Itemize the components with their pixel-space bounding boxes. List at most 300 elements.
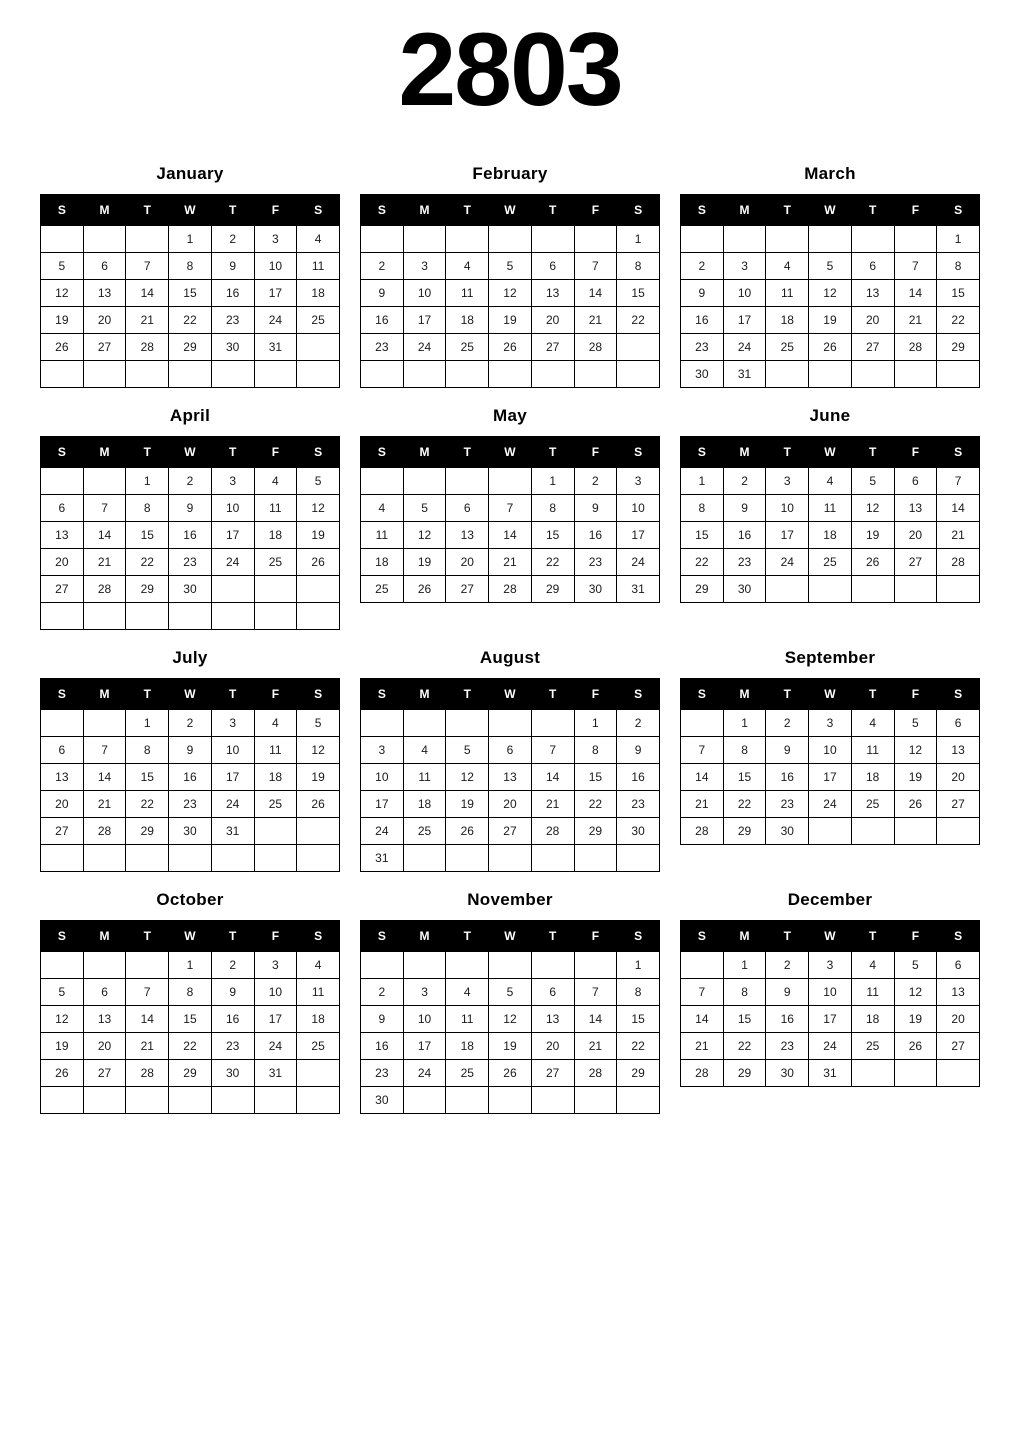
day-cell[interactable]: 14 (894, 280, 937, 307)
day-cell[interactable]: 14 (937, 495, 980, 522)
day-cell[interactable]: 27 (937, 1033, 980, 1060)
day-cell[interactable]: 9 (723, 495, 766, 522)
day-cell[interactable]: 31 (617, 576, 660, 603)
day-cell[interactable]: 5 (403, 495, 446, 522)
day-cell[interactable]: 24 (254, 1033, 297, 1060)
day-cell[interactable]: 18 (297, 1006, 340, 1033)
day-cell[interactable]: 31 (254, 334, 297, 361)
day-cell[interactable]: 30 (169, 576, 212, 603)
day-cell[interactable]: 1 (723, 710, 766, 737)
day-cell[interactable]: 8 (169, 979, 212, 1006)
day-cell[interactable]: 2 (169, 710, 212, 737)
day-cell[interactable]: 7 (126, 979, 169, 1006)
day-cell[interactable]: 14 (681, 1006, 724, 1033)
day-cell[interactable]: 23 (723, 549, 766, 576)
day-cell[interactable]: 23 (681, 334, 724, 361)
day-cell[interactable]: 1 (574, 710, 617, 737)
day-cell[interactable]: 8 (723, 979, 766, 1006)
day-cell[interactable]: 6 (531, 979, 574, 1006)
day-cell[interactable]: 6 (489, 737, 532, 764)
day-cell[interactable]: 22 (937, 307, 980, 334)
day-cell[interactable]: 1 (937, 226, 980, 253)
day-cell[interactable]: 3 (254, 952, 297, 979)
day-cell[interactable]: 16 (766, 764, 809, 791)
day-cell[interactable]: 30 (211, 1060, 254, 1087)
day-cell[interactable]: 7 (531, 737, 574, 764)
day-cell[interactable]: 9 (617, 737, 660, 764)
day-cell[interactable]: 12 (41, 280, 84, 307)
day-cell[interactable]: 21 (894, 307, 937, 334)
day-cell[interactable]: 10 (211, 737, 254, 764)
day-cell[interactable]: 14 (531, 764, 574, 791)
day-cell[interactable]: 7 (937, 468, 980, 495)
day-cell[interactable]: 17 (211, 764, 254, 791)
day-cell[interactable]: 2 (617, 710, 660, 737)
day-cell[interactable]: 4 (809, 468, 852, 495)
day-cell[interactable]: 22 (126, 791, 169, 818)
day-cell[interactable]: 19 (894, 764, 937, 791)
day-cell[interactable]: 23 (361, 334, 404, 361)
day-cell[interactable]: 17 (617, 522, 660, 549)
day-cell[interactable]: 30 (211, 334, 254, 361)
day-cell[interactable]: 22 (574, 791, 617, 818)
day-cell[interactable]: 30 (766, 818, 809, 845)
day-cell[interactable]: 26 (297, 791, 340, 818)
day-cell[interactable]: 29 (723, 1060, 766, 1087)
day-cell[interactable]: 28 (126, 334, 169, 361)
day-cell[interactable]: 6 (83, 253, 126, 280)
day-cell[interactable]: 18 (851, 764, 894, 791)
day-cell[interactable]: 19 (489, 1033, 532, 1060)
day-cell[interactable]: 19 (297, 522, 340, 549)
day-cell[interactable]: 19 (489, 307, 532, 334)
day-cell[interactable]: 2 (723, 468, 766, 495)
day-cell[interactable]: 3 (211, 468, 254, 495)
day-cell[interactable]: 21 (937, 522, 980, 549)
day-cell[interactable]: 15 (126, 522, 169, 549)
day-cell[interactable]: 17 (254, 1006, 297, 1033)
day-cell[interactable]: 25 (361, 576, 404, 603)
day-cell[interactable]: 30 (681, 361, 724, 388)
day-cell[interactable]: 21 (574, 307, 617, 334)
day-cell[interactable]: 9 (681, 280, 724, 307)
day-cell[interactable]: 1 (126, 468, 169, 495)
day-cell[interactable]: 15 (617, 1006, 660, 1033)
day-cell[interactable]: 4 (297, 226, 340, 253)
day-cell[interactable]: 21 (574, 1033, 617, 1060)
day-cell[interactable]: 25 (254, 791, 297, 818)
day-cell[interactable]: 20 (489, 791, 532, 818)
day-cell[interactable]: 25 (403, 818, 446, 845)
day-cell[interactable]: 12 (809, 280, 852, 307)
day-cell[interactable]: 6 (41, 737, 84, 764)
day-cell[interactable]: 5 (41, 979, 84, 1006)
day-cell[interactable]: 31 (211, 818, 254, 845)
day-cell[interactable]: 15 (681, 522, 724, 549)
day-cell[interactable]: 12 (489, 1006, 532, 1033)
day-cell[interactable]: 21 (531, 791, 574, 818)
day-cell[interactable]: 16 (169, 764, 212, 791)
day-cell[interactable]: 23 (766, 791, 809, 818)
day-cell[interactable]: 18 (254, 522, 297, 549)
day-cell[interactable]: 14 (489, 522, 532, 549)
day-cell[interactable]: 10 (403, 280, 446, 307)
day-cell[interactable]: 24 (809, 791, 852, 818)
day-cell[interactable]: 21 (489, 549, 532, 576)
day-cell[interactable]: 31 (361, 845, 404, 872)
day-cell[interactable]: 13 (83, 1006, 126, 1033)
day-cell[interactable]: 12 (489, 280, 532, 307)
day-cell[interactable]: 4 (297, 952, 340, 979)
day-cell[interactable]: 3 (254, 226, 297, 253)
day-cell[interactable]: 9 (574, 495, 617, 522)
day-cell[interactable]: 22 (681, 549, 724, 576)
day-cell[interactable]: 13 (41, 522, 84, 549)
day-cell[interactable]: 23 (211, 1033, 254, 1060)
day-cell[interactable]: 26 (894, 791, 937, 818)
day-cell[interactable]: 25 (446, 334, 489, 361)
day-cell[interactable]: 22 (169, 1033, 212, 1060)
day-cell[interactable]: 4 (446, 979, 489, 1006)
day-cell[interactable]: 6 (937, 710, 980, 737)
day-cell[interactable]: 29 (169, 1060, 212, 1087)
day-cell[interactable]: 22 (723, 791, 766, 818)
day-cell[interactable]: 10 (211, 495, 254, 522)
day-cell[interactable]: 22 (617, 1033, 660, 1060)
day-cell[interactable]: 23 (211, 307, 254, 334)
day-cell[interactable]: 2 (574, 468, 617, 495)
day-cell[interactable]: 19 (894, 1006, 937, 1033)
day-cell[interactable]: 30 (766, 1060, 809, 1087)
day-cell[interactable]: 27 (41, 576, 84, 603)
day-cell[interactable]: 4 (851, 952, 894, 979)
day-cell[interactable]: 13 (41, 764, 84, 791)
day-cell[interactable]: 29 (617, 1060, 660, 1087)
day-cell[interactable]: 12 (297, 737, 340, 764)
day-cell[interactable]: 18 (297, 280, 340, 307)
day-cell[interactable]: 16 (361, 307, 404, 334)
day-cell[interactable]: 10 (766, 495, 809, 522)
day-cell[interactable]: 27 (851, 334, 894, 361)
day-cell[interactable]: 21 (83, 549, 126, 576)
day-cell[interactable]: 14 (574, 280, 617, 307)
day-cell[interactable]: 22 (531, 549, 574, 576)
day-cell[interactable]: 2 (766, 952, 809, 979)
day-cell[interactable]: 27 (937, 791, 980, 818)
day-cell[interactable]: 21 (83, 791, 126, 818)
day-cell[interactable]: 2 (211, 226, 254, 253)
day-cell[interactable]: 1 (723, 952, 766, 979)
day-cell[interactable]: 28 (894, 334, 937, 361)
day-cell[interactable]: 18 (851, 1006, 894, 1033)
day-cell[interactable]: 3 (361, 737, 404, 764)
day-cell[interactable]: 20 (83, 1033, 126, 1060)
day-cell[interactable]: 7 (574, 253, 617, 280)
day-cell[interactable]: 16 (766, 1006, 809, 1033)
day-cell[interactable]: 26 (809, 334, 852, 361)
day-cell[interactable]: 16 (723, 522, 766, 549)
day-cell[interactable]: 19 (297, 764, 340, 791)
day-cell[interactable]: 5 (489, 979, 532, 1006)
day-cell[interactable]: 8 (531, 495, 574, 522)
day-cell[interactable]: 2 (361, 253, 404, 280)
day-cell[interactable]: 28 (126, 1060, 169, 1087)
day-cell[interactable]: 3 (809, 952, 852, 979)
day-cell[interactable]: 8 (169, 253, 212, 280)
day-cell[interactable]: 9 (169, 737, 212, 764)
day-cell[interactable]: 11 (851, 737, 894, 764)
day-cell[interactable]: 8 (617, 253, 660, 280)
day-cell[interactable]: 26 (894, 1033, 937, 1060)
day-cell[interactable]: 27 (489, 818, 532, 845)
day-cell[interactable]: 11 (297, 979, 340, 1006)
day-cell[interactable]: 11 (809, 495, 852, 522)
day-cell[interactable]: 14 (83, 522, 126, 549)
day-cell[interactable]: 24 (403, 334, 446, 361)
day-cell[interactable]: 11 (446, 280, 489, 307)
day-cell[interactable]: 3 (617, 468, 660, 495)
day-cell[interactable]: 17 (211, 522, 254, 549)
day-cell[interactable]: 10 (809, 979, 852, 1006)
day-cell[interactable]: 12 (851, 495, 894, 522)
day-cell[interactable]: 14 (126, 1006, 169, 1033)
day-cell[interactable]: 22 (723, 1033, 766, 1060)
day-cell[interactable]: 28 (681, 818, 724, 845)
day-cell[interactable]: 27 (83, 334, 126, 361)
day-cell[interactable]: 4 (851, 710, 894, 737)
day-cell[interactable]: 8 (723, 737, 766, 764)
day-cell[interactable]: 17 (766, 522, 809, 549)
day-cell[interactable]: 28 (574, 1060, 617, 1087)
day-cell[interactable]: 21 (681, 1033, 724, 1060)
day-cell[interactable]: 25 (297, 307, 340, 334)
day-cell[interactable]: 7 (489, 495, 532, 522)
day-cell[interactable]: 1 (126, 710, 169, 737)
day-cell[interactable]: 5 (809, 253, 852, 280)
day-cell[interactable]: 18 (403, 791, 446, 818)
day-cell[interactable]: 27 (446, 576, 489, 603)
day-cell[interactable]: 29 (723, 818, 766, 845)
day-cell[interactable]: 15 (723, 764, 766, 791)
day-cell[interactable]: 20 (851, 307, 894, 334)
day-cell[interactable]: 25 (851, 791, 894, 818)
day-cell[interactable]: 29 (681, 576, 724, 603)
day-cell[interactable]: 27 (531, 334, 574, 361)
day-cell[interactable]: 13 (531, 1006, 574, 1033)
day-cell[interactable]: 6 (531, 253, 574, 280)
day-cell[interactable]: 17 (361, 791, 404, 818)
day-cell[interactable]: 1 (681, 468, 724, 495)
day-cell[interactable]: 2 (211, 952, 254, 979)
day-cell[interactable]: 25 (851, 1033, 894, 1060)
day-cell[interactable]: 4 (403, 737, 446, 764)
day-cell[interactable]: 10 (617, 495, 660, 522)
day-cell[interactable]: 9 (361, 280, 404, 307)
day-cell[interactable]: 25 (254, 549, 297, 576)
day-cell[interactable]: 12 (403, 522, 446, 549)
day-cell[interactable]: 13 (851, 280, 894, 307)
day-cell[interactable]: 5 (894, 952, 937, 979)
day-cell[interactable]: 21 (681, 791, 724, 818)
day-cell[interactable]: 28 (681, 1060, 724, 1087)
day-cell[interactable]: 5 (851, 468, 894, 495)
day-cell[interactable]: 21 (126, 307, 169, 334)
day-cell[interactable]: 28 (937, 549, 980, 576)
day-cell[interactable]: 7 (574, 979, 617, 1006)
day-cell[interactable]: 1 (169, 952, 212, 979)
day-cell[interactable]: 26 (851, 549, 894, 576)
day-cell[interactable]: 4 (766, 253, 809, 280)
day-cell[interactable]: 26 (489, 334, 532, 361)
day-cell[interactable]: 11 (766, 280, 809, 307)
day-cell[interactable]: 30 (723, 576, 766, 603)
day-cell[interactable]: 17 (809, 1006, 852, 1033)
day-cell[interactable]: 6 (937, 952, 980, 979)
day-cell[interactable]: 12 (894, 737, 937, 764)
day-cell[interactable]: 12 (41, 1006, 84, 1033)
day-cell[interactable]: 5 (297, 710, 340, 737)
day-cell[interactable]: 9 (211, 979, 254, 1006)
day-cell[interactable]: 9 (766, 737, 809, 764)
day-cell[interactable]: 25 (297, 1033, 340, 1060)
day-cell[interactable]: 29 (126, 576, 169, 603)
day-cell[interactable]: 27 (894, 549, 937, 576)
day-cell[interactable]: 11 (446, 1006, 489, 1033)
day-cell[interactable]: 17 (254, 280, 297, 307)
day-cell[interactable]: 7 (126, 253, 169, 280)
day-cell[interactable]: 23 (169, 791, 212, 818)
day-cell[interactable]: 28 (83, 818, 126, 845)
day-cell[interactable]: 24 (723, 334, 766, 361)
day-cell[interactable]: 23 (766, 1033, 809, 1060)
day-cell[interactable]: 22 (126, 549, 169, 576)
day-cell[interactable]: 23 (361, 1060, 404, 1087)
day-cell[interactable]: 8 (617, 979, 660, 1006)
day-cell[interactable]: 23 (574, 549, 617, 576)
day-cell[interactable]: 27 (41, 818, 84, 845)
day-cell[interactable]: 1 (617, 952, 660, 979)
day-cell[interactable]: 7 (681, 979, 724, 1006)
day-cell[interactable]: 30 (574, 576, 617, 603)
day-cell[interactable]: 26 (41, 334, 84, 361)
day-cell[interactable]: 18 (361, 549, 404, 576)
day-cell[interactable]: 7 (681, 737, 724, 764)
day-cell[interactable]: 26 (297, 549, 340, 576)
day-cell[interactable]: 16 (617, 764, 660, 791)
day-cell[interactable]: 5 (894, 710, 937, 737)
day-cell[interactable]: 9 (361, 1006, 404, 1033)
day-cell[interactable]: 8 (126, 495, 169, 522)
day-cell[interactable]: 3 (403, 979, 446, 1006)
day-cell[interactable]: 5 (41, 253, 84, 280)
day-cell[interactable]: 15 (723, 1006, 766, 1033)
day-cell[interactable]: 3 (723, 253, 766, 280)
day-cell[interactable]: 19 (809, 307, 852, 334)
day-cell[interactable]: 11 (254, 737, 297, 764)
day-cell[interactable]: 20 (937, 1006, 980, 1033)
day-cell[interactable]: 11 (403, 764, 446, 791)
day-cell[interactable]: 3 (766, 468, 809, 495)
day-cell[interactable]: 6 (894, 468, 937, 495)
day-cell[interactable]: 28 (574, 334, 617, 361)
day-cell[interactable]: 13 (894, 495, 937, 522)
day-cell[interactable]: 10 (403, 1006, 446, 1033)
day-cell[interactable]: 14 (574, 1006, 617, 1033)
day-cell[interactable]: 26 (489, 1060, 532, 1087)
day-cell[interactable]: 15 (169, 1006, 212, 1033)
day-cell[interactable]: 12 (894, 979, 937, 1006)
day-cell[interactable]: 5 (489, 253, 532, 280)
day-cell[interactable]: 13 (937, 737, 980, 764)
day-cell[interactable]: 9 (766, 979, 809, 1006)
day-cell[interactable]: 24 (766, 549, 809, 576)
day-cell[interactable]: 19 (41, 1033, 84, 1060)
day-cell[interactable]: 20 (531, 307, 574, 334)
day-cell[interactable]: 14 (83, 764, 126, 791)
day-cell[interactable]: 4 (254, 468, 297, 495)
day-cell[interactable]: 12 (297, 495, 340, 522)
day-cell[interactable]: 4 (361, 495, 404, 522)
day-cell[interactable]: 8 (937, 253, 980, 280)
day-cell[interactable]: 26 (403, 576, 446, 603)
day-cell[interactable]: 10 (361, 764, 404, 791)
day-cell[interactable]: 2 (169, 468, 212, 495)
day-cell[interactable]: 14 (681, 764, 724, 791)
day-cell[interactable]: 5 (297, 468, 340, 495)
day-cell[interactable]: 10 (723, 280, 766, 307)
day-cell[interactable]: 3 (211, 710, 254, 737)
day-cell[interactable]: 29 (531, 576, 574, 603)
day-cell[interactable]: 10 (254, 979, 297, 1006)
day-cell[interactable]: 2 (766, 710, 809, 737)
day-cell[interactable]: 28 (531, 818, 574, 845)
day-cell[interactable]: 29 (126, 818, 169, 845)
day-cell[interactable]: 31 (809, 1060, 852, 1087)
day-cell[interactable]: 7 (894, 253, 937, 280)
day-cell[interactable]: 8 (574, 737, 617, 764)
day-cell[interactable]: 29 (574, 818, 617, 845)
day-cell[interactable]: 23 (169, 549, 212, 576)
day-cell[interactable]: 1 (531, 468, 574, 495)
day-cell[interactable]: 2 (681, 253, 724, 280)
day-cell[interactable]: 13 (446, 522, 489, 549)
day-cell[interactable]: 11 (361, 522, 404, 549)
day-cell[interactable]: 18 (766, 307, 809, 334)
day-cell[interactable]: 1 (169, 226, 212, 253)
day-cell[interactable]: 20 (894, 522, 937, 549)
day-cell[interactable]: 19 (446, 791, 489, 818)
day-cell[interactable]: 28 (83, 576, 126, 603)
day-cell[interactable]: 30 (169, 818, 212, 845)
day-cell[interactable]: 6 (41, 495, 84, 522)
day-cell[interactable]: 10 (809, 737, 852, 764)
day-cell[interactable]: 29 (937, 334, 980, 361)
day-cell[interactable]: 24 (211, 549, 254, 576)
day-cell[interactable]: 20 (446, 549, 489, 576)
day-cell[interactable]: 17 (403, 1033, 446, 1060)
day-cell[interactable]: 14 (126, 280, 169, 307)
day-cell[interactable]: 19 (403, 549, 446, 576)
day-cell[interactable]: 7 (83, 495, 126, 522)
day-cell[interactable]: 31 (723, 361, 766, 388)
day-cell[interactable]: 6 (851, 253, 894, 280)
day-cell[interactable]: 18 (254, 764, 297, 791)
day-cell[interactable]: 15 (126, 764, 169, 791)
day-cell[interactable]: 3 (403, 253, 446, 280)
day-cell[interactable]: 31 (254, 1060, 297, 1087)
day-cell[interactable]: 8 (126, 737, 169, 764)
day-cell[interactable]: 1 (617, 226, 660, 253)
